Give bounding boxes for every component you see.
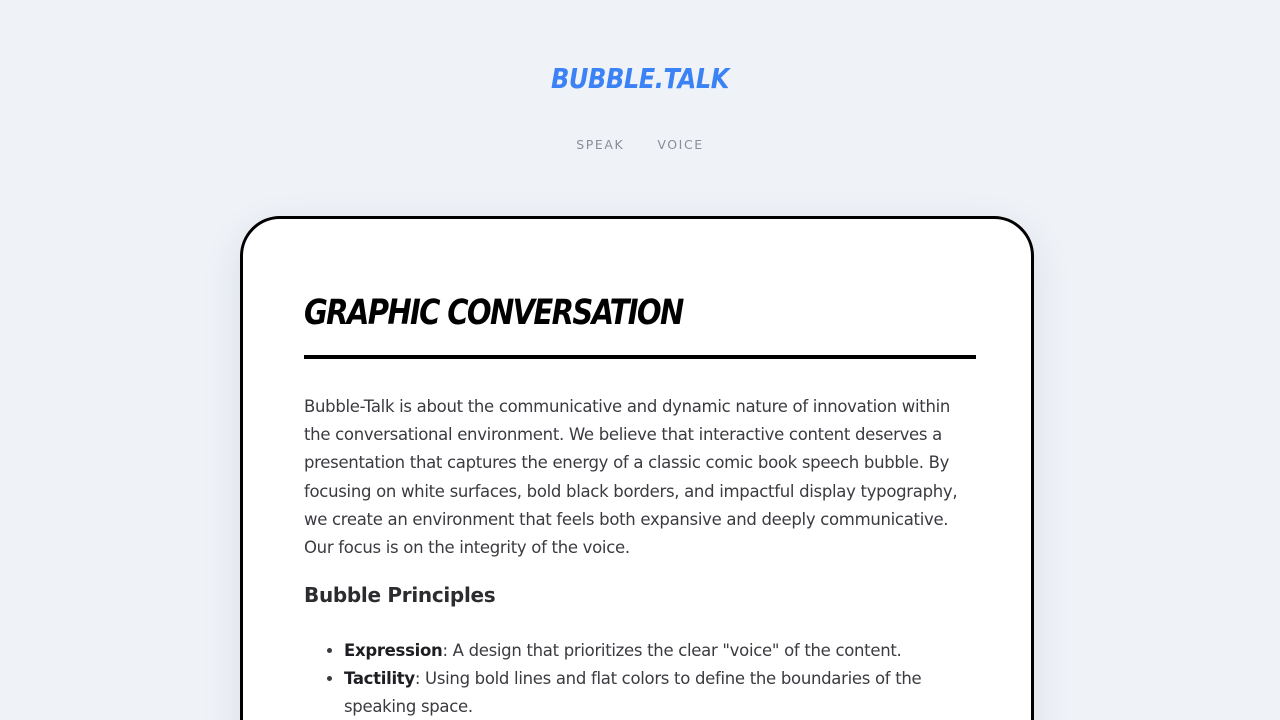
- main-nav: [0, 137, 1280, 152]
- principle-term: Tactility: [344, 669, 415, 689]
- nav-link-speak[interactable]: SPEAK: [576, 137, 625, 152]
- title-divider: [304, 355, 976, 359]
- speech-bubble-card: [240, 216, 1034, 720]
- principle-term: Expression: [344, 641, 443, 660]
- section-heading: Bubble Principles: [304, 583, 496, 607]
- brand-logo[interactable]: BUBBLE.TALK: [550, 62, 730, 95]
- intro-paragraph: Bubble-Talk is about the communicative and dynamic nature of innovation within the conversational environment. We believe that interactive content deserves a presentation that captures the energy of a classic comic book speech bubble. By focusing on white surfaces, bold black borders, and impactful display typography, we create an environment that feels both expansive and deeply communicative. Our focus is on the integrity of the voice.: [304, 397, 958, 558]
- principles-list: [304, 637, 976, 720]
- card-title: GRAPHIC CONVERSATION: [304, 293, 683, 333]
- nav-link-voice[interactable]: VOICE: [657, 137, 704, 152]
- list-item: [344, 665, 976, 720]
- list-item: [344, 637, 976, 665]
- principle-text: : A design that prioritizes the clear "voice" of the content.: [442, 641, 902, 660]
- principle-text: : Using bold lines and flat colors to define the boundaries of the speaking space.: [344, 669, 922, 717]
- card-content: [304, 289, 976, 717]
